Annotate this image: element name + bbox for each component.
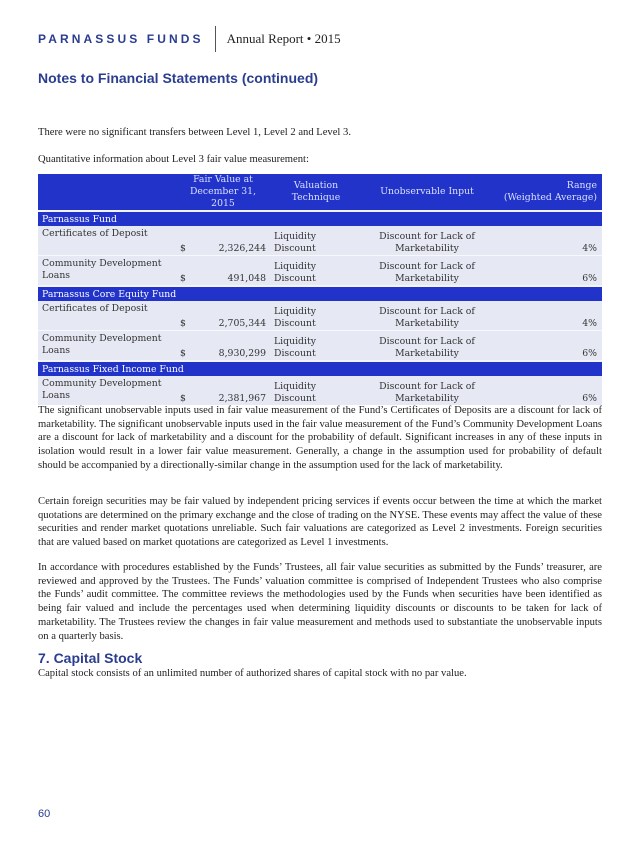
table-row xyxy=(38,376,602,405)
row-currency: $ xyxy=(176,226,190,256)
group-row xyxy=(38,361,602,376)
level3-table xyxy=(38,174,602,405)
row-currency: $ xyxy=(176,376,190,405)
paragraph-unobservable-inputs: The significant unobservable inputs used in fair value measurement of the Fund’s Certificates of Deposits are a discount for lack of marketability. The significant unobservable inputs used in the fair value measurement of the Fund’s Community Development Loans are a discount for lack of marketability and a discount for the probability of default. Significant increases in any of these inputs in isolation would result in a lower fair value measurement. Generally, a change in the assumption used for probability of default should be accompanied by a directionally-similar change in the assumption used for the lack of marketability. xyxy=(38,405,602,471)
group-name: Parnassus Core Equity Fund xyxy=(38,286,602,301)
row-name: Certificates of Deposit xyxy=(38,301,176,331)
header-technique: Valuation Technique xyxy=(291,180,341,203)
row-input: Discount for Lack of Marketability xyxy=(362,331,492,362)
row-value: 2,326,244 xyxy=(190,226,270,256)
row-name: Community Development Loans xyxy=(38,331,176,362)
page-header xyxy=(38,26,341,52)
row-technique: Liquidity Discount xyxy=(270,226,362,256)
row-input: Discount for Lack of Marketability xyxy=(362,226,492,256)
row-value: 2,381,967 xyxy=(190,376,270,405)
group-name: Parnassus Fixed Income Fund xyxy=(38,361,602,376)
capital-stock-title: 7. Capital Stock xyxy=(38,650,143,666)
paragraph-procedures: In accordance with procedures established by the Funds’ Trustees, all fair value securities as submitted by the Funds’ treasurer, are reviewed and approved by the Trustees. The Funds’ valuation committee is comprised of Independent Trustees who also comprise the Funds’ audit committee. The committee reviews the methodologies used by the Funds when securities have been identified as being fair valued and include the percentages used when determining liquidity discounts or discounts to be taken for lack of marketability. The Trustees review the changes in fair value measurement and methods used to substantiate the unobservable inputs on a quarterly basis. xyxy=(38,562,602,642)
header-divider xyxy=(215,26,216,52)
row-technique: Liquidity Discount xyxy=(270,256,362,287)
row-technique: Liquidity Discount xyxy=(270,376,362,405)
row-name: Certificates of Deposit xyxy=(38,226,176,256)
row-value: 2,705,344 xyxy=(190,301,270,331)
header-blank xyxy=(38,174,176,211)
row-value: 8,930,299 xyxy=(190,331,270,362)
section-title: Notes to Financial Statements (continued) xyxy=(38,70,319,86)
row-input: Discount for Lack of Marketability xyxy=(362,301,492,331)
row-technique: Liquidity Discount xyxy=(270,331,362,362)
report-title: Annual Report • 2015 xyxy=(226,31,341,46)
intro-quantitative: Quantitative information about Level 3 fair value measurement: xyxy=(38,154,309,165)
group-row xyxy=(38,286,602,301)
row-range: 6% xyxy=(492,376,602,405)
row-range: 6% xyxy=(492,256,602,287)
header-range: Range (Weighted Average) xyxy=(503,180,597,203)
header-input: Unobservable Input xyxy=(380,186,474,197)
table-row xyxy=(38,331,602,362)
header-fair-value: Fair Value at December 31, 2015 xyxy=(189,174,257,209)
row-name: Community Development Loans xyxy=(38,376,176,405)
row-technique: Liquidity Discount xyxy=(270,301,362,331)
capital-stock-text: Capital stock consists of an unlimited number of authorized shares of capital stock with no par value. xyxy=(38,668,467,679)
group-row xyxy=(38,211,602,226)
row-input: Discount for Lack of Marketability xyxy=(362,376,492,405)
table-row xyxy=(38,301,602,331)
row-currency: $ xyxy=(176,331,190,362)
table-row xyxy=(38,226,602,256)
row-range: 4% xyxy=(492,226,602,256)
table-header-row xyxy=(38,174,602,211)
group-name: Parnassus Fund xyxy=(38,211,602,226)
row-currency: $ xyxy=(176,256,190,287)
page-number: 60 xyxy=(38,808,51,820)
table-row xyxy=(38,256,602,287)
paragraph-foreign-securities: Certain foreign securities may be fair valued by independent pricing services if events occur between the time at which the market quotations are determined on the primary exchange and the close of trading on the NYSE. These events may affect the value of these securities and render market quotations unreliable. Such fair valuations are categorized as Level 2 investments. Foreign securities that are valued based on market quotations are categorized as Level 1 investments. xyxy=(38,496,602,549)
brand-name: PARNASSUS FUNDS xyxy=(38,32,204,46)
row-range: 6% xyxy=(492,331,602,362)
intro-transfers: There were no significant transfers between Level 1, Level 2 and Level 3. xyxy=(38,127,351,138)
row-currency: $ xyxy=(176,301,190,331)
row-input: Discount for Lack of Marketability xyxy=(362,256,492,287)
row-value: 491,048 xyxy=(190,256,270,287)
row-name: Community Development Loans xyxy=(38,256,176,287)
row-range: 4% xyxy=(492,301,602,331)
